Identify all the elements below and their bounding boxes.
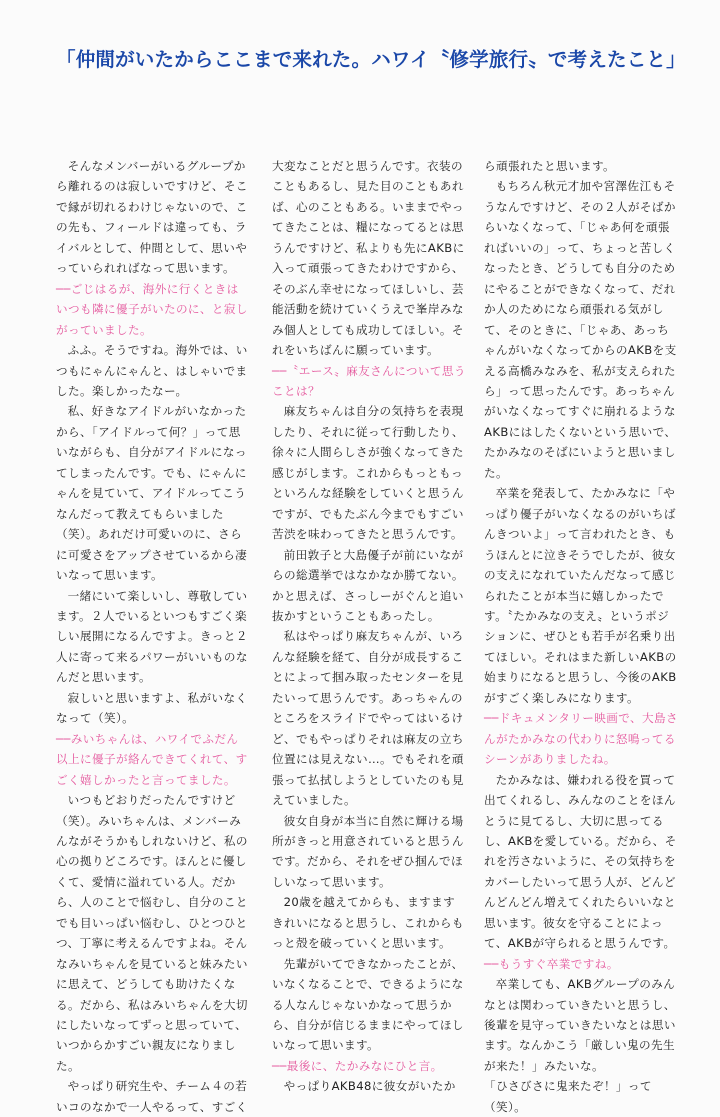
answer-paragraph: ふふ。そうですね。海外では、いつもにゃんにゃんと、はしゃいでました。楽しかったなー。 bbox=[56, 343, 248, 398]
answer-paragraph: もちろん秋元才加や宮澤佐江もそうなんですけど、その２人がそばからいなくなって、「じゃあ何を頑張ればいいの」って、ちょっと苦しくなったとき、どうしても自分のためにやることができなくなって、だれか人のためになら頑張れる気がして、そのときに、「じゃあ、あっちゃんがいなくなってからのAKBを支える高橋みなみを、私が支えられたら」って思ったんです。あっちゃんがいなくなってすぐに崩れるようなAKBにはしたくないという思いで、たかみなのそばにいようと思いました。 bbox=[484, 179, 677, 480]
answer-paragraph: 先輩がいてできなかったことが、いなくなることで、できるようになる人なんじゃないかなって思うから、自分が信じるままにやってほしいなって思います。 bbox=[272, 956, 464, 1053]
interview-question: ──ごじはるが、海外に行くときはいつも隣に優子がいたのに、と寂しがっていました。 bbox=[56, 281, 248, 337]
text-column-2 bbox=[272, 156, 466, 1097]
answer-paragraph: 卒業しても、AKBグループのみんなとは関わっていきたいと思うし、後輩を見守っていきたいなとは思います。なんかこう「厳しい鬼の先生が来た！」みたいな。 bbox=[484, 977, 676, 1073]
answer-paragraph: やっぱり研究生や、チーム４の若いコのなかで一人やるって、すごく bbox=[56, 1079, 248, 1114]
interview-question: ──最後に、たかみなにひと言。 bbox=[272, 1058, 443, 1073]
answer-paragraph: 彼女自身が本当に自然に輝ける場所がきっと用意されていると思うんです。だから、それをぜひ掴んでほしいなって思います。 bbox=[272, 813, 464, 889]
answer-paragraph: 私、好きなアイドルがいなかったから、「アイドルって何？」って思いながらも、自分がアイドルになってしまったんです。でも、にゃんにゃんを見ていて、アイドルってこうなんだって教えてもらいました（笑）。あれだけ可愛いのに、さらに可愛さをアップさせているから凄いなって思います。 bbox=[56, 404, 248, 583]
answer-paragraph: ら頑張れたと思います。 bbox=[484, 159, 616, 173]
answer-paragraph: 私はやっぱり麻友ちゃんが、いろんな経験を経て、自分が成長することによって掴み取ったセンターを見たいって思うんです。あっちゃんのところをスライドでやってはいるけど、でもやっぱりそれは麻友の立ち位置には見えない…。でもそれを頑張って払拭しようとしていたのも見えていました。 bbox=[272, 629, 464, 808]
interview-question: ──もうすぐ卒業ですね。 bbox=[484, 956, 619, 971]
answer-paragraph: 「ひさびさに鬼来たぞ！」って（笑）。 bbox=[484, 1079, 652, 1114]
answer-paragraph: 卒業を発表して、たかみなに「やっぱり優子がいなくなるのがいちばんきついよ」って言われたとき、もうほんとに泣きそうでしたが、彼女の支えになれていたんだなって感じられたことが本当に嬉しかったです。〝たかみなの支え〟というポジションに、ぜひとも若手が名乗り出てほしい。それはまた新しいAKBの始まりになると思うし、今後のAKBがすごく楽しみになります。 bbox=[484, 486, 677, 705]
interview-question: ──〝エース〟麻友さんについて思うことは？ bbox=[272, 363, 466, 398]
answer-paragraph: 20歳を越えてからも、ますますきれいになると思うし、これからもっと殻を破っていくと思います。 bbox=[272, 895, 464, 951]
answer-paragraph: 前田敦子と大島優子が前にいながらの総選挙ではなかなか勝てない。かと思えば、さっしーがぐんと追い抜かすということもあったし。 bbox=[272, 547, 464, 623]
interview-question: ──みいちゃんは、ハワイでふだん以上に優子が絡んできてくれて、すごく嬉しかったと言ってました。 bbox=[56, 731, 248, 787]
interview-question: ──ドキュメンタリー映画で、大島さんがたかみなの代わりに怒鳴ってるシーンがありましたね。 bbox=[484, 711, 678, 767]
answer-paragraph: 麻友ちゃんは自分の気持ちを表現したり、それに従って行動したり、徐々に人間らしさが強くなってきた感じがします。これからもっともっといろんな経験をしていくと思うんですが、でもたぶん今までもすごい苦渋を味わってきたと思うんです。 bbox=[272, 404, 464, 542]
article-title: 「仲間がいたからここまで来れた。ハワイ〝修学旅行〟で考えたこと」 bbox=[56, 48, 686, 71]
answer-paragraph: やっぱりAKB48に彼女がいたか bbox=[283, 1079, 456, 1094]
answer-paragraph: そんなメンバーがいるグループから離れるのは寂しいですけど、そこで縁が切れるわけじゃないので、この先も、フィールドは違っても、ライバルとして、仲間として、思いやっていられればなって思います。 bbox=[56, 159, 248, 276]
answer-paragraph: 一緒にいて楽しいし、尊敬しています。２人でいるといつもすごく楽しい展開になるんですよ。きっと２人に寄って来るパワーがいいものなんだと思います。 bbox=[56, 588, 248, 685]
answer-paragraph: いつもどおりだったんですけど（笑）。みいちゃんは、メンバーみんながそうかもしれないけど、私の心の拠りどころです。ほんとに優しくて、愛情に溢れている人。だから、人のことで悩むし、自分のことでも目いっぱい悩むし、ひとつひとつ、丁寧に考えるんですよね。そんなみいちゃんを見ていると妹みたいに思えて、どうしても助けたくなる。だから、私はみいちゃんを大切にしたいなってずっと思っていて、いつからかすごい親友になりました。 bbox=[56, 793, 248, 1073]
answer-paragraph: たかみなは、嫌われる役を買って出てくれるし、みんなのことをほんとうに見てるし、大切に思ってるし、AKBを愛している。だから、それを汚さないように、その気持ちをカバーしたいって思う人が、どんどんどんどん増えてくれたらいいなと思います。彼女を守ることによって、AKBが守られると思うんです。 bbox=[484, 772, 677, 951]
text-column-3 bbox=[484, 156, 678, 1117]
text-column-1 bbox=[56, 156, 250, 1117]
answer-paragraph: 大変なことだと思うんです。衣装のこともあるし、見た目のこともあれば、心のこともある。いままでやってきたことは、糧になってるとは思うんですけど、私よりも先にAKBに入って頑張ってきたわけですから、そのぶん幸せになってほしいし、芸能活動を続けていくうえで峯岸みなみ個人としても成功してほしい。それをいちばんに願っています。 bbox=[272, 159, 465, 358]
answer-paragraph: 寂しいと思いますよ、私がいなくなって（笑）。 bbox=[56, 690, 248, 726]
